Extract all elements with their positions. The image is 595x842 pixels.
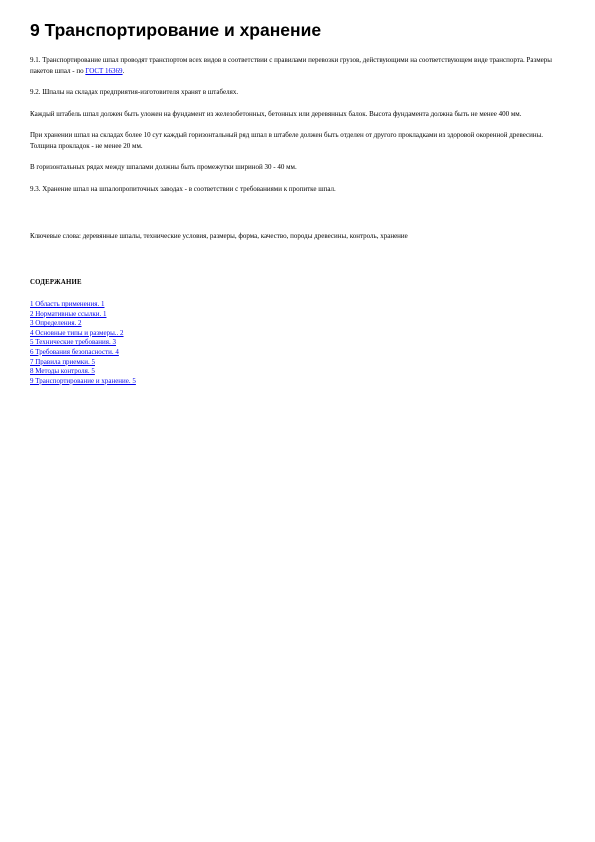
toc-item [30, 367, 136, 377]
toc-link-3[interactable]: 3 Определения. 2 [30, 319, 82, 328]
toc-title: СОДЕРЖАНИЕ [30, 279, 82, 286]
toc-link-1[interactable]: 1 Область применения. 1 [30, 300, 105, 308]
toc-item [30, 377, 136, 387]
page-title: 9 Транспортирование и хранение [30, 20, 322, 40]
toc-link-6[interactable]: 6 Требования безопасности. 4 [30, 347, 119, 356]
toc-link-5[interactable]: 5 Технические требования. 3 [30, 338, 117, 347]
paragraph-9-3: 9.3. Хранение шпал на шпалопропиточных заводах - в соответствии с требованиями к пропитке шпал. [30, 184, 336, 193]
toc-link-4[interactable]: 4 Основные типы и размеры.. 2 [30, 328, 124, 337]
paragraph-row-gaps: В горизонтальных рядах между шпалами должны быть промежутки шириной 30 - 40 мм. [30, 163, 297, 171]
keywords-line: Ключевые слова: деревянные шпалы, технические условия, размеры, форма, качество, породы древесины, контроль, хранение [30, 232, 408, 240]
paragraph-text-end: . [122, 66, 125, 75]
paragraph-foundation: Каждый штабель шпал должен быть уложен на фундамент из железобетонных, бетонных или деревянных балок. Высота фундамента должна быть не менее 400 мм. [30, 109, 522, 118]
table-of-contents [30, 300, 136, 386]
toc-link-9[interactable]: 9 Транспортирование и хранение. 5 [30, 376, 136, 385]
toc-item [30, 310, 136, 320]
toc-item [30, 348, 136, 358]
paragraph-storage-spacers: При хранении шпал на складах более 10 сут каждый горизонтальный ряд шпал в штабеле должен быть отделен от другого прокладками из здоровой окоренной древесины. Толщина прокладок - не менее 20 мм. [30, 131, 544, 150]
toc-link-8[interactable]: 8 Методы контроля. 5 [30, 367, 95, 376]
toc-item [30, 300, 136, 310]
document-page [30, 20, 560, 385]
toc-link-7[interactable]: 7 Правила приемки. 5 [30, 357, 95, 366]
toc-link-2[interactable]: 2 Нормативные ссылки. 1 [30, 309, 107, 318]
gost-16369-link[interactable]: ГОСТ 16369 [85, 66, 123, 75]
paragraph-9-1 [30, 55, 560, 76]
paragraph-text: 9.1. Транспортирование шпал проводят транспортом всех видов в соответствии с правилами перевозки грузов, действующими на соответствующем виде транспорта. Размеры пакетов шпал - по [30, 56, 552, 75]
toc-item [30, 338, 136, 348]
toc-item [30, 358, 136, 368]
paragraph-9-2: 9.2. Шпалы на складах предприятия-изготовителя хранят в штабелях. [30, 88, 239, 96]
toc-item [30, 329, 136, 339]
toc-item [30, 319, 136, 329]
